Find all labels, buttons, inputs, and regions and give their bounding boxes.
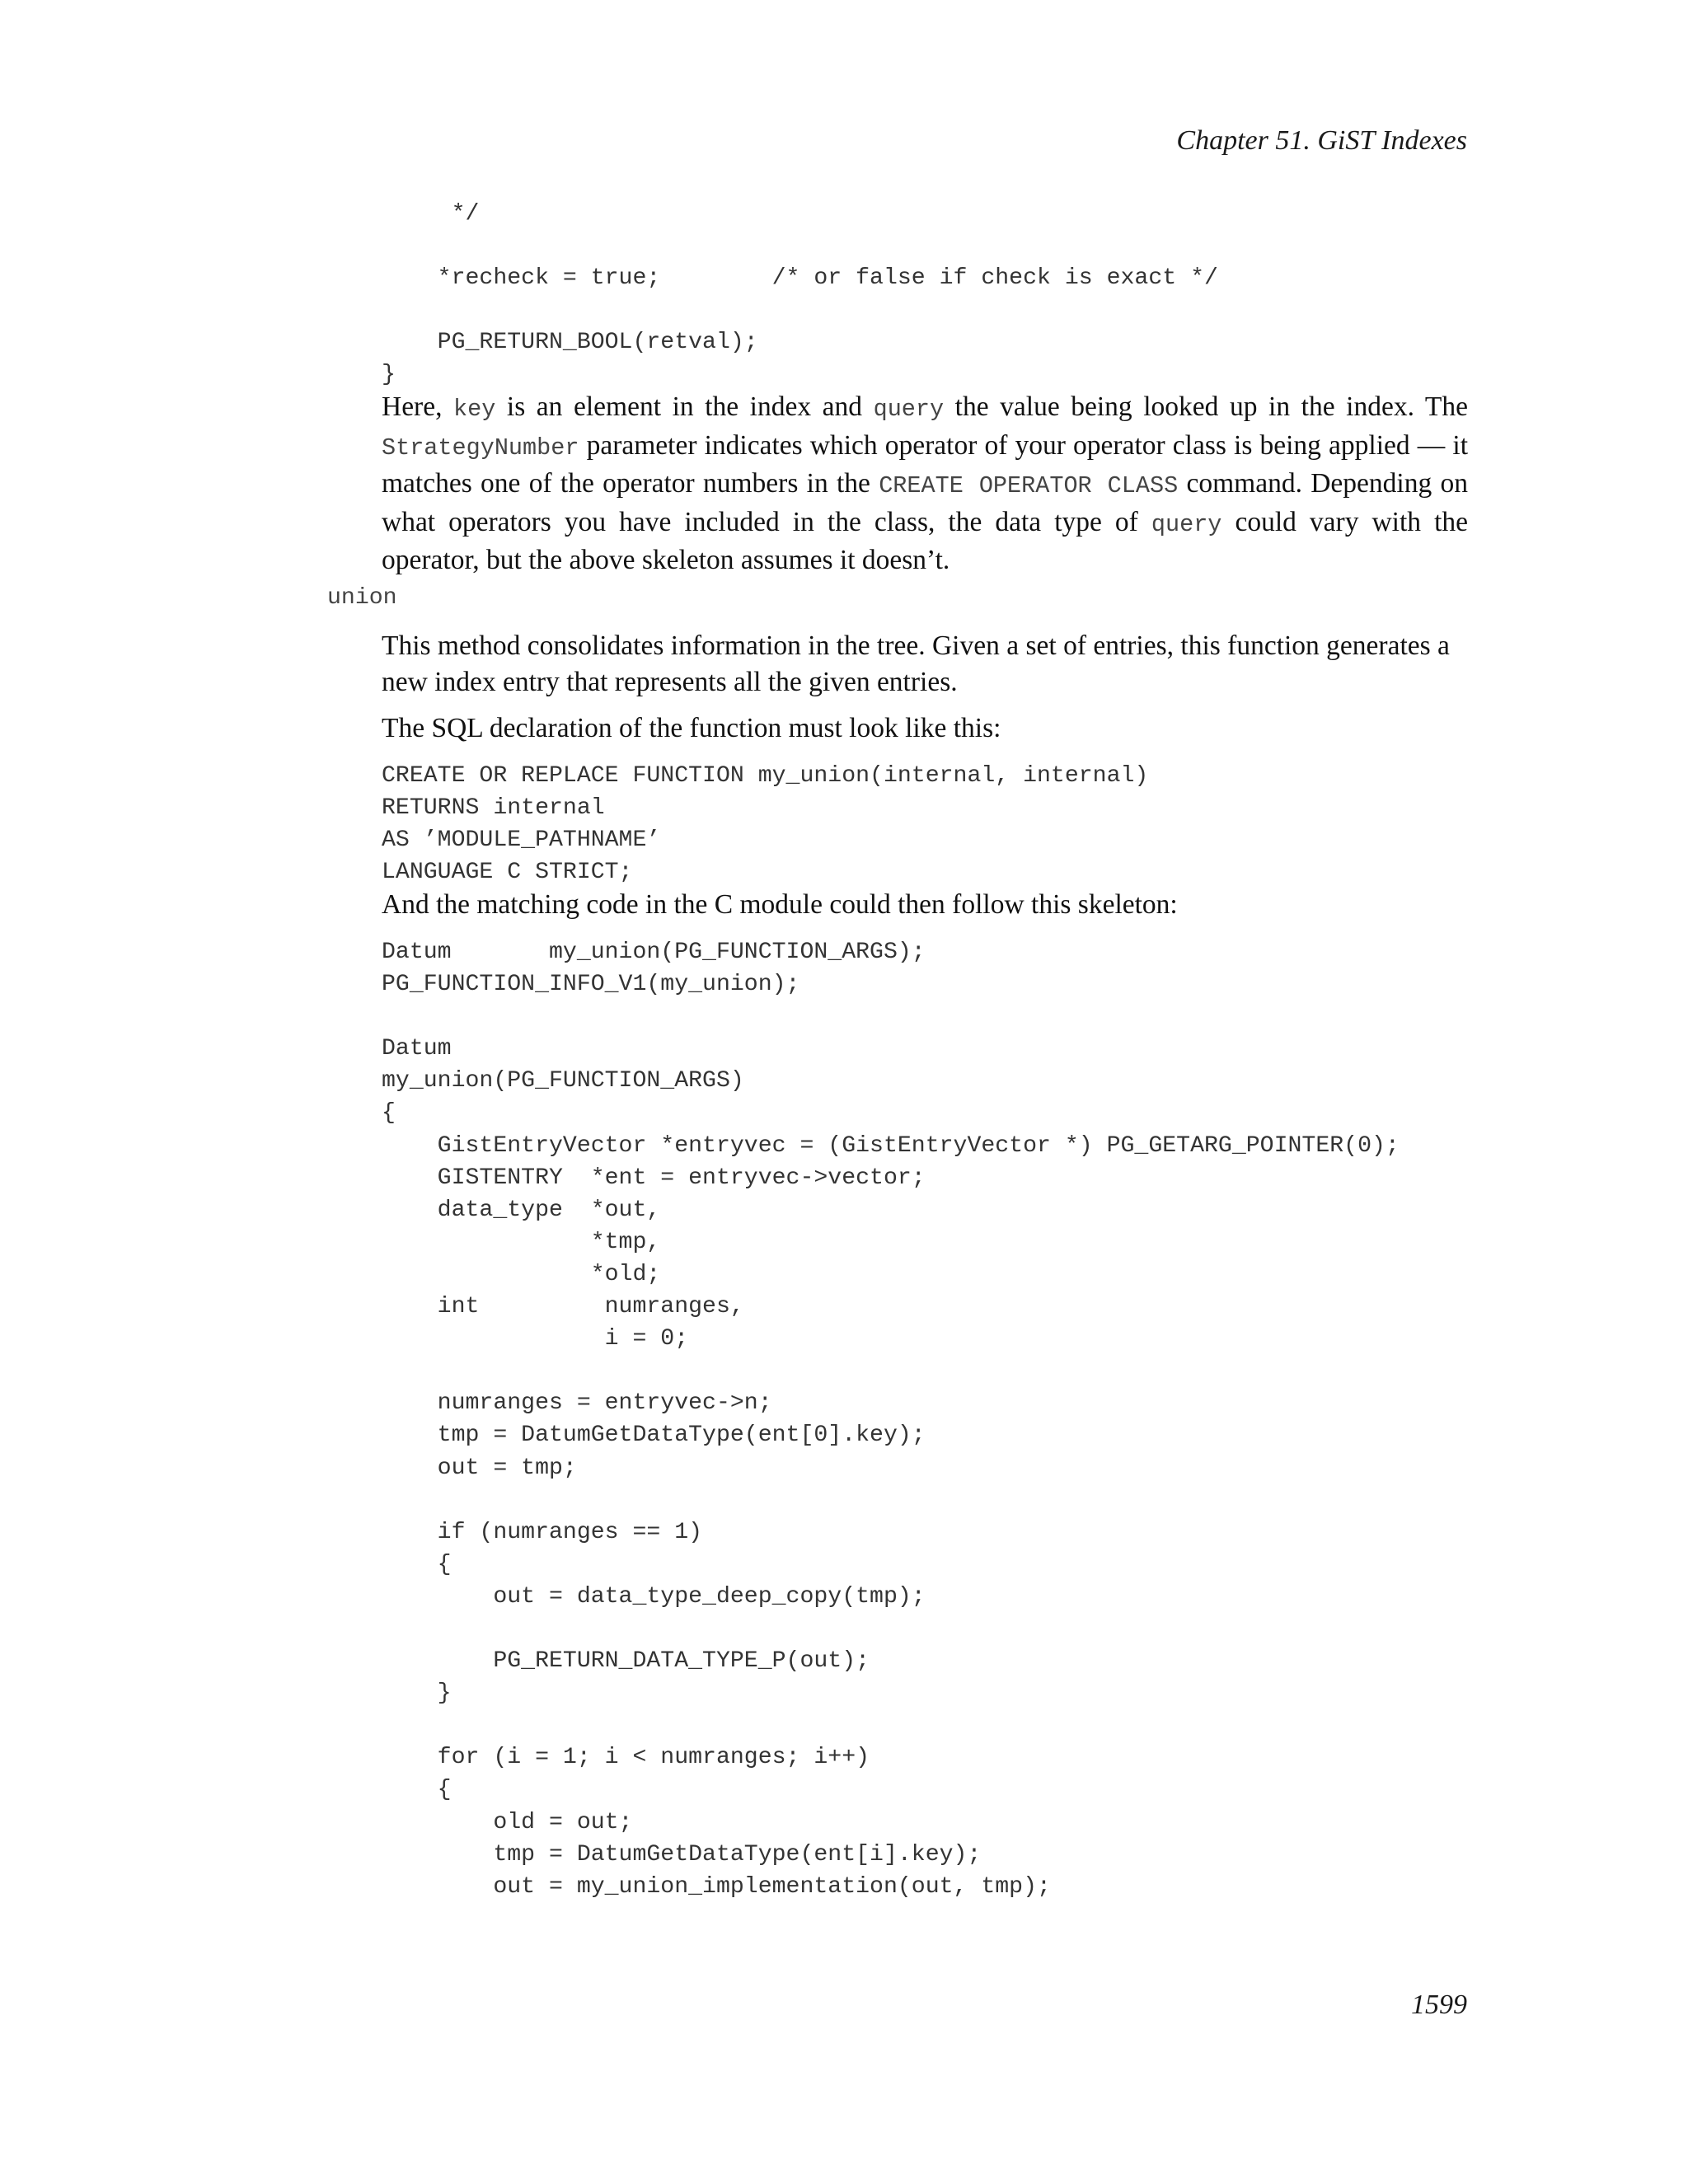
text-fragment: could vary with the operator, but the above skeleton assumes it doesn’t. [382,506,1469,575]
running-header: Chapter 51. GiST Indexes [1176,125,1467,156]
text-fragment: command. Depending on what operators you have included in the class, the data type of [382,468,1469,537]
code-block-consistent-tail: */ *recheck = true; /* or false if check is exact */ PG_RETURN_BOOL(retval); } [382,201,1218,388]
inline-code-query: query [1151,510,1222,538]
inline-code-create-operator-class: CREATE OPERATOR CLASS [879,472,1179,499]
inline-code-query: query [873,396,945,423]
text-fragment: parameter indicates which operator of your operator class is being applied — it matches one of the operator numbers in the [382,429,1468,499]
text-fragment: is an element in the index and [495,391,874,422]
text-fragment: Here, [382,391,454,422]
definition-term-union: union [327,585,397,611]
page-number: 1599 [1411,1990,1467,2020]
inline-code-strategynumber: StrategyNumber [382,434,579,462]
text-fragment: the value being looked up in the index. The [944,391,1468,422]
code-block-sql-declaration: CREATE OR REPLACE FUNCTION my_union(internal, internal) RETURNS internal AS ’MODULE_PATHNAME’ LANGUAGE C STRICT; [382,763,1149,886]
code-block-c-skeleton: Datum my_union(PG_FUNCTION_ARGS); PG_FUNCTION_INFO_V1(my_union); Datum my_union(PG_FUNCTION_ARGS) { GistEntryVector *entryvec = (GistEntryVector *) PG_GETARG_POINTER(0); GISTENTRY *ent = entryvec->vector; data_type *out, *tmp, *old; int numranges, i = 0; numranges = entryvec->n; tmp = DatumGetDataType(ent[0].key); out = tmp; if (numranges == 1) { out = data_type_deep_copy(tmp); PG_RETURN_DATA_TYPE_P(out); } for (i = 1; i < numranges; i++) { old = out; tmp = DatumGetDataType(ent[i].key); out = my_union_implementation(out, tmp); [382,940,1400,1900]
union-description-paragraph: This method consolidates information in the tree. Given a set of entries, this function generates a new index entry that represents all the given entries. [382,630,1450,697]
c-intro-paragraph: And the matching code in the C module could then follow this skeleton: [382,889,1178,920]
sql-intro-paragraph: The SQL declaration of the function must look like this: [382,713,1001,743]
inline-code-key: key [453,396,496,423]
consistent-description-paragraph [382,389,1468,579]
